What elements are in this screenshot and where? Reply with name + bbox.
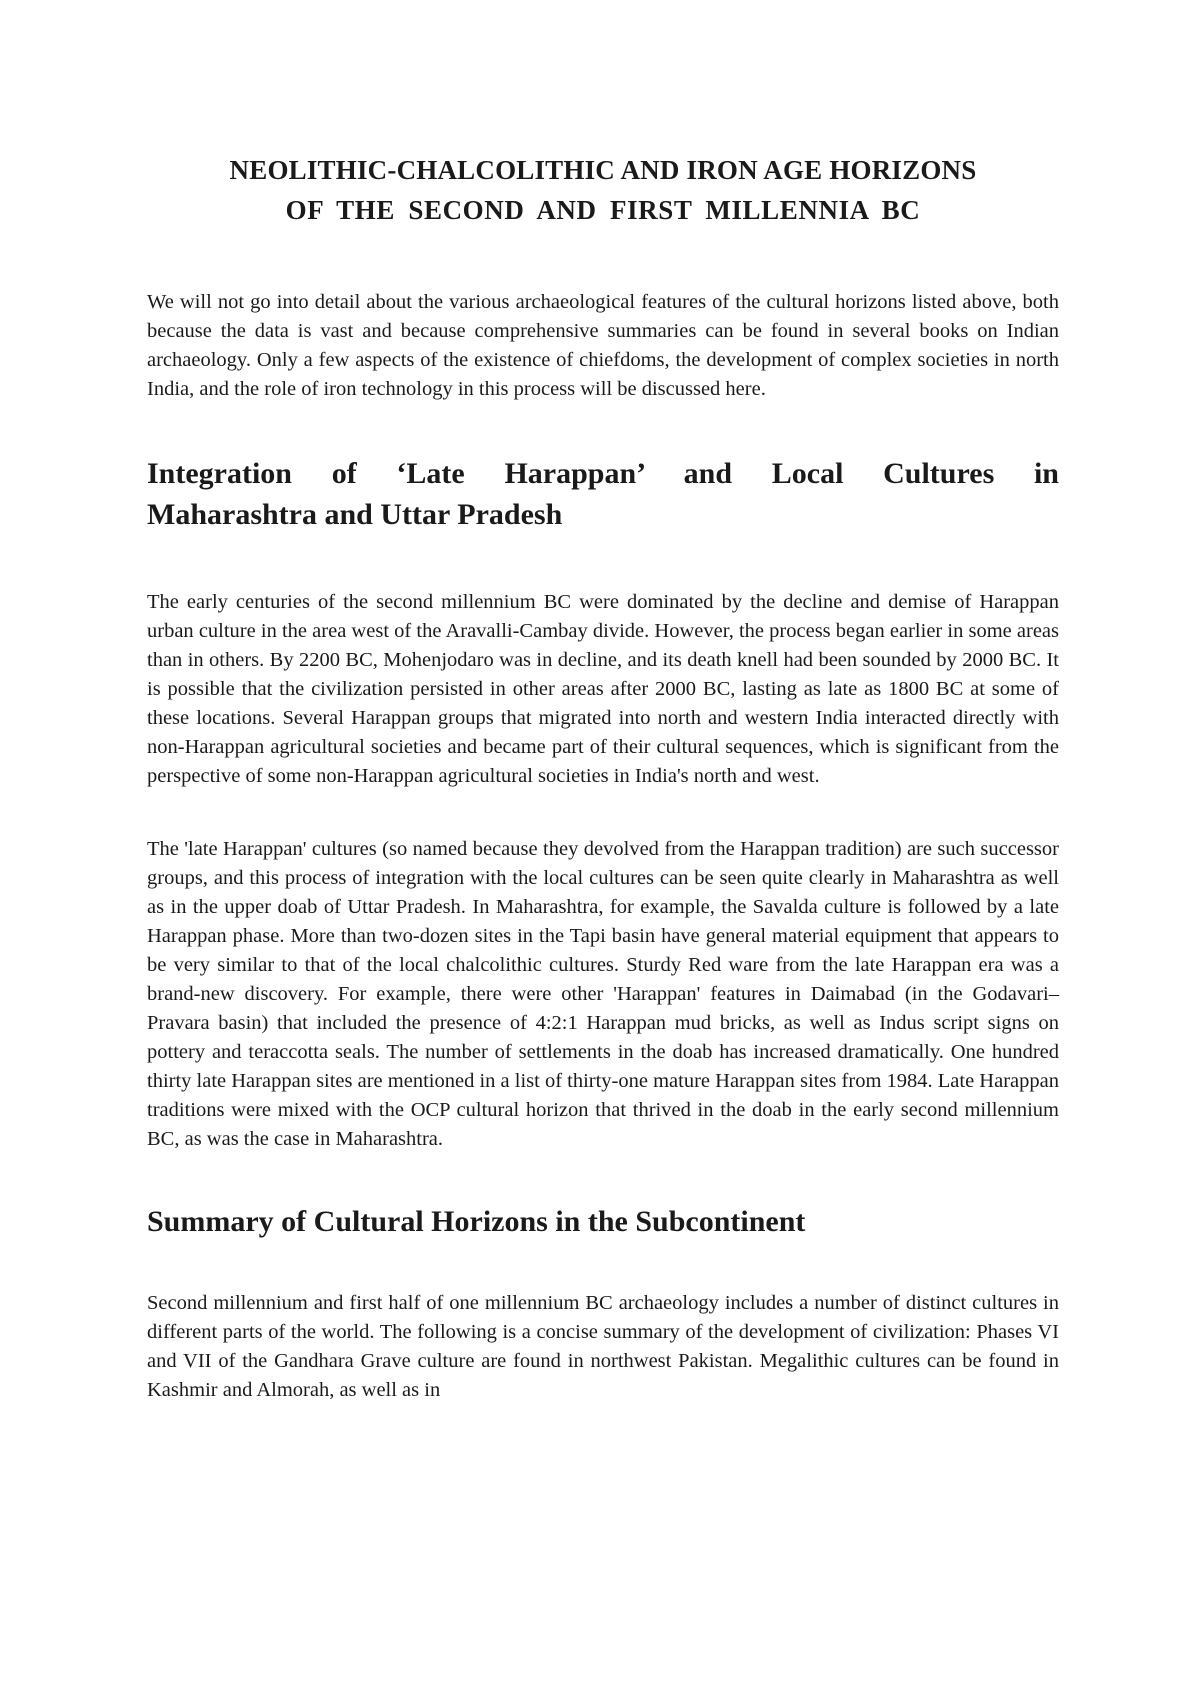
- section-heading-integration-line-1: Integration of ‘Late Harappan’ and Local Cultures in: [147, 457, 1059, 490]
- document-page: [147, 150, 1059, 1405]
- page-title: [147, 150, 1059, 230]
- section-heading-integration: [147, 453, 1059, 535]
- section-heading-summary: Summary of Cultural Horizons in the Subcontinent: [147, 1205, 806, 1238]
- title-line-2: OF THE SECOND AND FIRST MILLENNIA BC: [285, 195, 921, 225]
- section-heading-integration-line-2: Maharashtra and Uttar Pradesh: [147, 498, 563, 531]
- intro-paragraph: We will not go into detail about the various archaeological features of the cultural horizons listed above, both because the data is vast and because comprehensive summaries can be found in several books on Indian archaeology. Only a few aspects of the existence of chiefdoms, the development of complex societies in north India, and the role of iron technology in this process will be discussed here.: [147, 291, 1059, 400]
- title-line-1: NEOLITHIC-CHALCOLITHIC AND IRON AGE HORIZONS: [229, 155, 977, 185]
- paragraph-harappan-decline: The early centuries of the second millennium BC were dominated by the decline and demise of Harappan urban culture in the area west of the Aravalli-Cambay divide. However, the process began earlier in some areas than in others. By 2200 BC, Mohenjodaro was in decline, and its death knell had been sounded by 2000 BC. It is possible that the civilization persisted in other areas after 2000 BC, lasting as late as 1800 BC at some of these locations. Several Harappan groups that migrated into north and western India interacted directly with non-Harappan agricultural societies and became part of their cultural sequences, which is significant from the perspective of some non-Harappan agricultural societies in India's north and west.: [147, 591, 1059, 787]
- paragraph-summary: Second millennium and first half of one millennium BC archaeology includes a number of distinct cultures in different parts of the world. The following is a concise summary of the development of civilization: Phases VI and VII of the Gandhara Grave culture are found in northwest Pakistan. Megalithic cultures can be found in Kashmir and Almorah, as well as in: [147, 1292, 1059, 1401]
- paragraph-late-harappan: The 'late Harappan' cultures (so named because they devolved from the Harappan tradition) are such successor groups, and this process of integration with the local cultures can be seen quite clearly in Maharashtra as well as in the upper doab of Uttar Pradesh. In Maharashtra, for example, the Savalda culture is followed by a late Harappan phase. More than two-dozen sites in the Tapi basin have general material equipment that appears to be very similar to that of the local chalcolithic cultures. Sturdy Red ware from the late Harappan era was a brand-new discovery. For example, there were other 'Harappan' features in Daimabad (in the Godavari–Pravara basin) that included the presence of 4:2:1 Harappan mud bricks, as well as Indus script signs on pottery and teraccotta seals. The number of settlements in the doab has increased dramatically. One hundred thirty late Harappan sites are mentioned in a list of thirty-one mature Harappan sites from 1984. Late Harappan traditions were mixed with the OCP cultural horizon that thrived in the doab in the early second millennium BC, as was the case in Maharashtra.: [147, 838, 1059, 1150]
